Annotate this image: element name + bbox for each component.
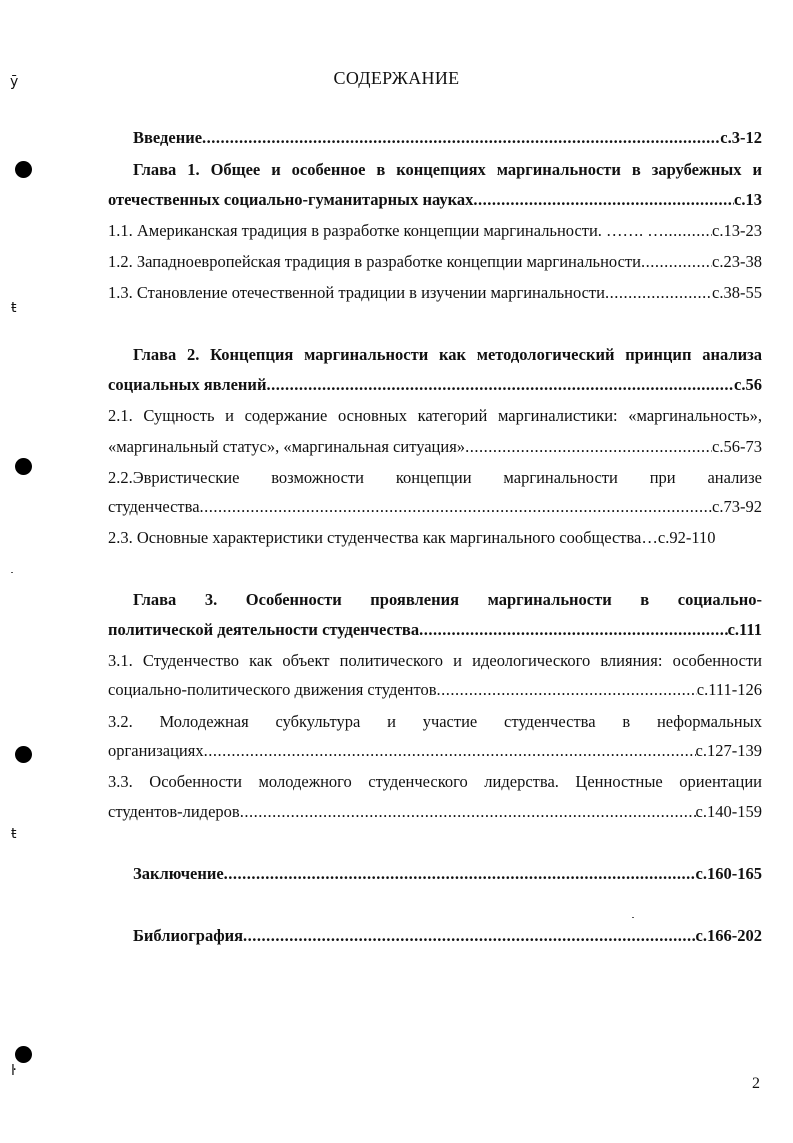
toc-leader-dots bbox=[266, 374, 734, 396]
toc-page-ref: с.3-12 bbox=[720, 128, 762, 147]
scan-mark-icon: ŧ bbox=[11, 826, 17, 842]
toc-section-3-3-line1[interactable]: 3.3. Особенности молодежного студенческого лидерства. Ценностные ориентации bbox=[108, 772, 762, 791]
toc-entry-label: студенчества bbox=[108, 497, 200, 516]
toc-section-1-1[interactable] bbox=[108, 220, 762, 242]
binder-hole-icon bbox=[15, 458, 32, 475]
word: маргинальности bbox=[503, 468, 618, 487]
binder-hole-icon bbox=[15, 746, 32, 763]
toc-page-ref: с.92-110 bbox=[657, 528, 716, 547]
word: неформальных bbox=[656, 712, 762, 731]
toc-leader-dots bbox=[200, 496, 713, 518]
toc-section-1-3[interactable] bbox=[108, 282, 762, 304]
toc-section-2-1-line1[interactable]: 2.1. Сущность и содержание основных категорий маргиналистики: «маргинальность», bbox=[108, 406, 762, 425]
toc-leader-dots bbox=[437, 679, 697, 701]
scan-mark-icon: ȳ bbox=[10, 74, 19, 90]
toc-chapter-2[interactable] bbox=[108, 374, 762, 396]
toc-page-ref: с.111 bbox=[727, 620, 762, 639]
word: Глава bbox=[133, 590, 177, 609]
toc-entry-label: 1.3. Становление отечественной традиции в изучении маргинальности bbox=[108, 283, 605, 302]
toc-chapter-3-line1[interactable] bbox=[133, 589, 762, 611]
word: возможности bbox=[271, 468, 364, 487]
toc-entry-label: Введение bbox=[133, 128, 203, 147]
scan-mark-icon: ŧ bbox=[11, 300, 17, 316]
toc-leader-dots bbox=[664, 220, 712, 242]
toc-entry-label: отечественных социально-гуманитарных науках bbox=[108, 190, 474, 209]
toc-chapter-1-line1[interactable]: Глава 1. Общее и особенное в концепциях маргинальности в зарубежных и bbox=[133, 160, 762, 179]
word: анализе bbox=[707, 468, 762, 487]
toc-page-ref: с.140-159 bbox=[695, 802, 762, 821]
toc-section-2-2[interactable] bbox=[108, 496, 762, 518]
word: студенчества bbox=[504, 712, 596, 731]
page-number: 2 bbox=[752, 1075, 760, 1092]
toc-page-ref: с.38-55 bbox=[712, 283, 762, 302]
toc-leader-dots bbox=[419, 619, 728, 641]
word: в bbox=[622, 712, 631, 731]
toc-entry-conclusion[interactable] bbox=[133, 863, 762, 885]
word: субкультура bbox=[275, 712, 361, 731]
toc-entry-label: Заключение bbox=[133, 864, 224, 883]
toc-chapter-3[interactable] bbox=[108, 619, 762, 641]
word: 2.2.Эвристические bbox=[108, 468, 240, 487]
toc-page-ref: с.56 bbox=[734, 375, 762, 394]
toc-leader-dots bbox=[473, 189, 734, 211]
toc-entry-bibliography[interactable] bbox=[133, 925, 762, 947]
toc-page-ref: с.111-126 bbox=[696, 680, 762, 699]
toc-page-ref: с.13-23 bbox=[712, 221, 762, 240]
toc-entry-label: студентов-лидеров bbox=[108, 802, 240, 821]
toc-leader-dots bbox=[240, 801, 696, 823]
word: участие bbox=[422, 712, 478, 731]
binder-hole-icon bbox=[15, 1046, 32, 1063]
toc-leader-dots bbox=[641, 251, 712, 273]
toc-entry-label: 2.3. Основные характеристики студенчества как маргинального сообщества… bbox=[108, 528, 658, 547]
toc-entry-label: организациях bbox=[108, 741, 204, 760]
toc-section-3-3[interactable] bbox=[108, 801, 762, 823]
toc-entry-introduction[interactable] bbox=[133, 127, 762, 149]
toc-chapter-2-line1[interactable]: Глава 2. Концепция маргинальности как методологический принцип анализа bbox=[133, 345, 762, 364]
toc-section-2-1[interactable] bbox=[108, 436, 762, 458]
scan-speck-icon bbox=[11, 572, 13, 573]
toc-page-ref: с.160-165 bbox=[695, 864, 762, 883]
toc-section-2-2-line1[interactable] bbox=[108, 467, 762, 489]
toc-section-3-2-line1[interactable] bbox=[108, 711, 762, 733]
toc-page-ref: с.127-139 bbox=[695, 741, 762, 760]
toc-entry-label: социальных явлений bbox=[108, 375, 267, 394]
toc-entry-label: «маргинальный статус», «маргинальная ситуация» bbox=[108, 437, 466, 456]
word: в bbox=[640, 590, 650, 609]
toc-leader-dots bbox=[202, 127, 720, 149]
toc-page-ref: с.56-73 bbox=[712, 437, 762, 456]
toc-leader-dots bbox=[224, 863, 696, 885]
toc-leader-dots bbox=[204, 740, 696, 762]
word: социально- bbox=[677, 590, 762, 609]
binder-hole-icon bbox=[15, 161, 32, 178]
toc-section-3-1[interactable] bbox=[108, 679, 762, 701]
word: 3. bbox=[204, 590, 218, 609]
toc-leader-dots bbox=[243, 925, 696, 947]
word: и bbox=[387, 712, 396, 731]
toc-page-ref: с.166-202 bbox=[695, 926, 762, 945]
word: 3.2. bbox=[108, 712, 133, 731]
toc-section-3-2[interactable] bbox=[108, 740, 762, 762]
toc-section-1-2[interactable] bbox=[108, 251, 762, 273]
toc-leader-dots bbox=[605, 282, 712, 304]
toc-section-2-3[interactable] bbox=[108, 527, 762, 549]
toc-page-ref: с.13 bbox=[734, 190, 762, 209]
toc-entry-label: 1.2. Западноевропейская традиция в разработке концепции маргинальности bbox=[108, 252, 641, 271]
toc-entry-label: 1.1. Американская традиция в разработке концепции маргинальности. ……. … bbox=[108, 221, 664, 240]
scan-speck-icon bbox=[632, 917, 634, 918]
toc-page-ref: с.73-92 bbox=[712, 497, 762, 516]
word: маргинальности bbox=[487, 590, 612, 609]
word: проявления bbox=[370, 590, 460, 609]
toc-page-ref: с.23-38 bbox=[712, 252, 762, 271]
toc-chapter-1[interactable] bbox=[108, 189, 762, 211]
word: Особенности bbox=[245, 590, 342, 609]
toc-entry-label: Библиография bbox=[133, 926, 244, 945]
word: Молодежная bbox=[159, 712, 249, 731]
toc-entry-label: политической деятельности студенчества bbox=[108, 620, 420, 639]
scan-mark-icon: ŀ bbox=[11, 1063, 16, 1079]
toc-entry-label: социально-политического движения студентов bbox=[108, 680, 437, 699]
word: концепции bbox=[395, 468, 472, 487]
page-title: СОДЕРЖАНИЕ bbox=[333, 68, 460, 88]
word: при bbox=[649, 468, 676, 487]
toc-section-3-1-line1[interactable]: 3.1. Студенчество как объект политического и идеологического влияния: особенности bbox=[108, 651, 762, 670]
toc-leader-dots bbox=[465, 436, 712, 458]
